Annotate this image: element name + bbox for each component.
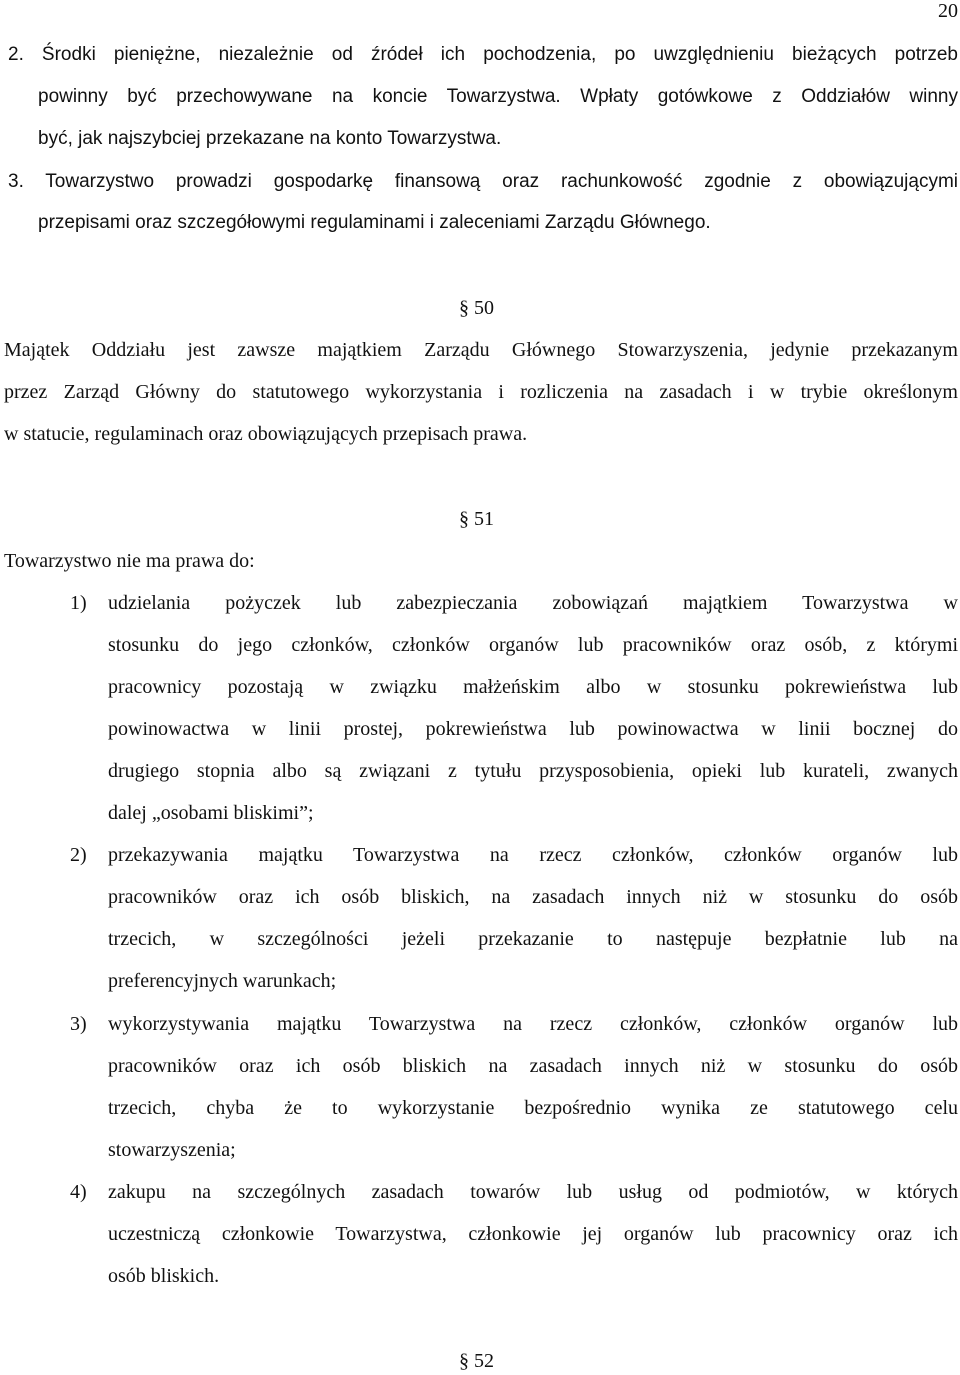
list-item-line: pracownicy pozostają w związku małżeńskim albo w stosunku pokrewieństwa lub	[108, 676, 958, 698]
list-item-line: udzielania pożyczek lub zabezpieczania zobowiązań majątkiem Towarzystwa w	[108, 592, 958, 614]
intro-item-2-line: 2. Środki pieniężne, niezależnie od źródeł ich pochodzenia, po uwzględnieniu bieżących potrzeb	[8, 44, 958, 65]
section-50-line: w statucie, regulaminach oraz obowiązujących przepisach prawa.	[4, 423, 528, 445]
list-item-line: trzecich, chyba że to wykorzystanie bezpośrednio wynika ze statutowego celu	[108, 1097, 958, 1119]
list-item-line: pracowników oraz ich osób bliskich, na zasadach innych niż w stosunku do osób	[108, 886, 958, 908]
list-item-line: drugiego stopnia albo są związani z tytułu przysposobienia, opieki lub kurateli, zwanych	[108, 760, 958, 782]
section-50-line: Majątek Oddziału jest zawsze majątkiem Zarządu Głównego Stowarzyszenia, jedynie przekazanym	[4, 339, 958, 361]
list-item-line: przekazywania majątku Towarzystwa na rzecz członków, członków organów lub	[108, 844, 958, 866]
list-item-line: stosunku do jego członków, członków organów lub pracowników oraz osób, z którymi	[108, 634, 958, 656]
section-51-heading: § 51	[459, 508, 494, 530]
list-item-number: 4)	[70, 1181, 87, 1203]
section-52-heading: § 52	[459, 1350, 494, 1372]
list-item-number: 3)	[70, 1013, 87, 1035]
section-51-intro: Towarzystwo nie ma prawa do:	[4, 550, 255, 572]
intro-item-3-line: przepisami oraz szczegółowymi regulaminami i zaleceniami Zarządu Głównego.	[38, 212, 711, 233]
list-item-line: stowarzyszenia;	[108, 1139, 236, 1161]
list-item-line: pracowników oraz ich osób bliskich na zasadach innych niż w stosunku do osób	[108, 1055, 958, 1077]
list-item-line: preferencyjnych warunkach;	[108, 970, 337, 992]
list-item-line: powinowactwa w linii prostej, pokrewieństwa lub powinowactwa w linii bocznej do	[108, 718, 958, 740]
intro-item-3-line: 3. Towarzystwo prowadzi gospodarkę finansową oraz rachunkowość zgodnie z obowiązującymi	[8, 171, 958, 192]
section-50-line: przez Zarząd Główny do statutowego wykorzystania i rozliczenia na zasadach i w trybie określonym	[4, 381, 958, 403]
list-item-line: zakupu na szczególnych zasadach towarów lub usług od podmiotów, w których	[108, 1181, 958, 1203]
list-item-line: uczestniczą członkowie Towarzystwa, członkowie jej organów lub pracownicy oraz ich	[108, 1223, 958, 1245]
section-50-heading: § 50	[459, 297, 494, 319]
page-number: 20	[938, 0, 958, 22]
list-item-line: wykorzystywania majątku Towarzystwa na rzecz członków, członków organów lub	[108, 1013, 958, 1035]
list-item-line: dalej „osobami bliskimi”;	[108, 802, 314, 824]
intro-item-2-line: być, jak najszybciej przekazane na konto Towarzystwa.	[38, 128, 502, 149]
list-item-line: osób bliskich.	[108, 1265, 220, 1287]
list-item-number: 1)	[70, 592, 87, 614]
list-item-number: 2)	[70, 844, 87, 866]
intro-item-2-line: powinny być przechowywane na koncie Towarzystwa. Wpłaty gotówkowe z Oddziałów winny	[38, 86, 958, 107]
list-item-line: trzecich, w szczególności jeżeli przekazanie to następuje bezpłatnie lub na	[108, 928, 958, 950]
